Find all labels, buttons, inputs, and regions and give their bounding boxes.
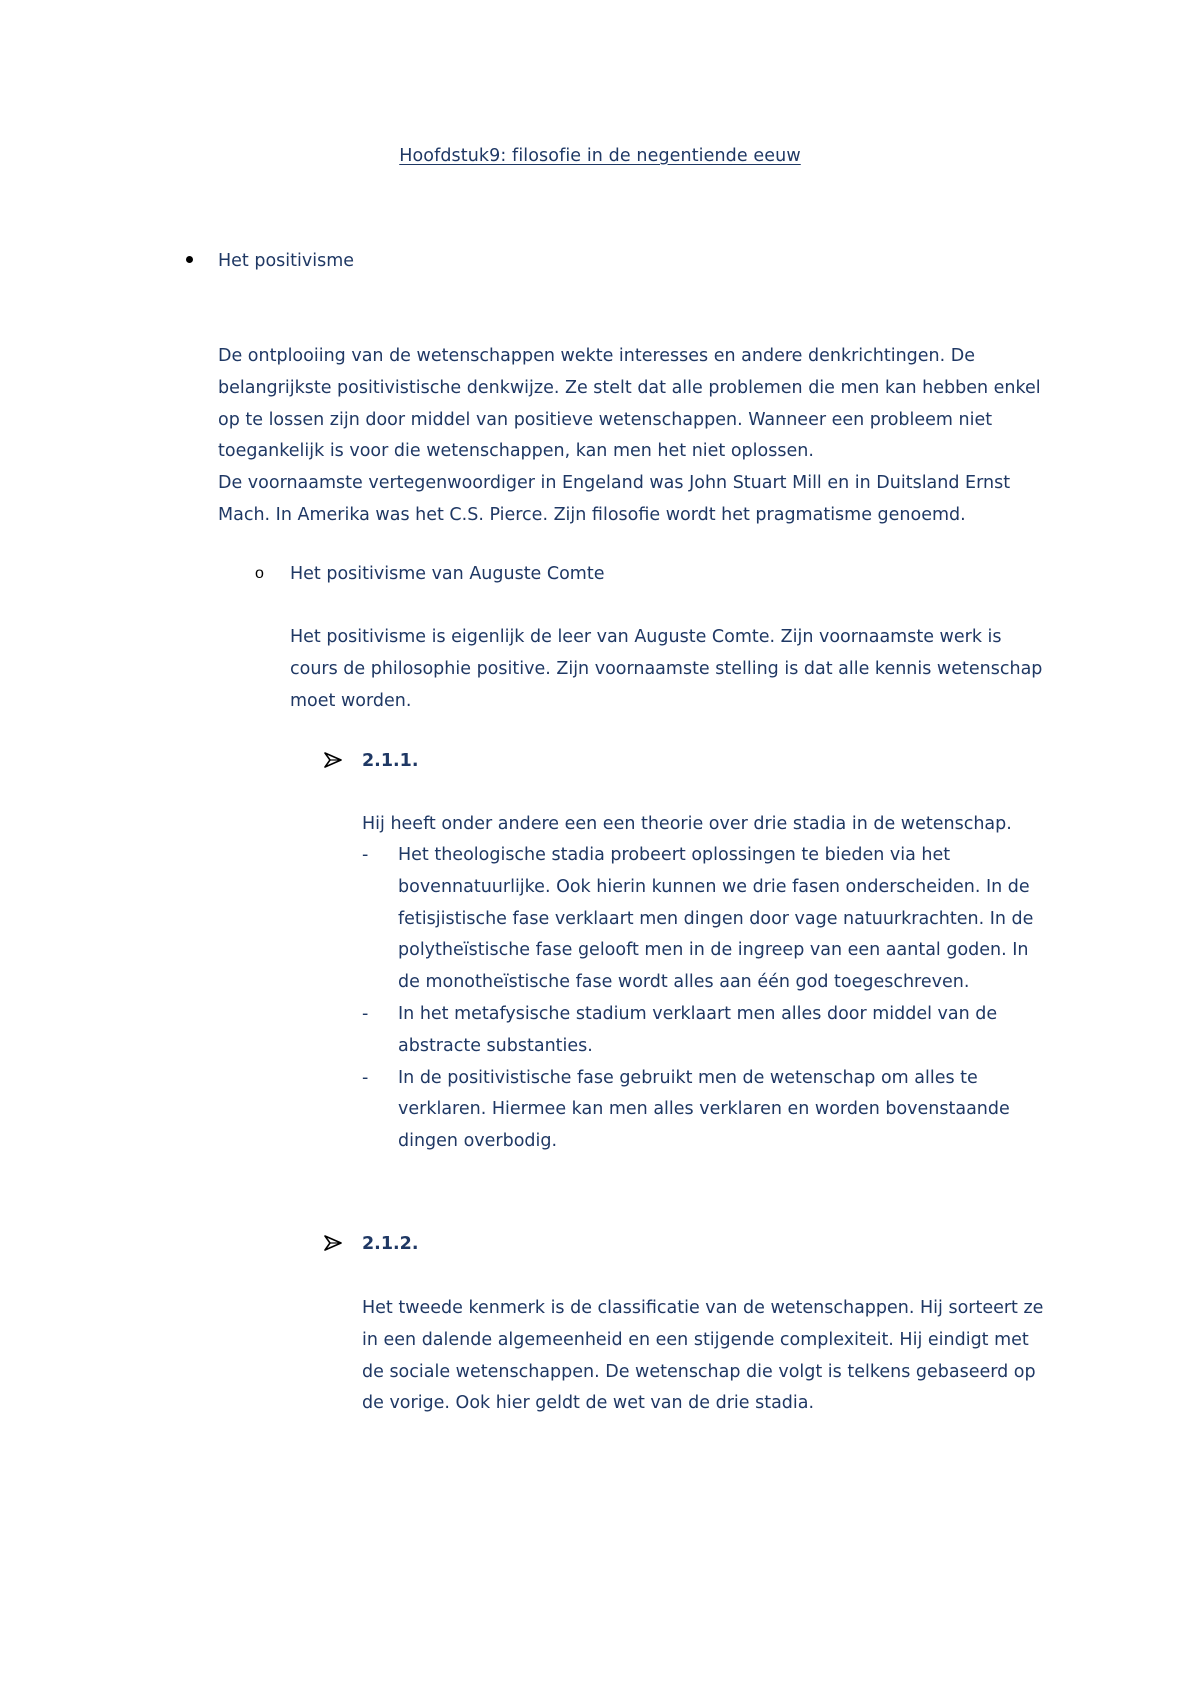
list-item-text: [398, 1063, 1033, 1158]
paragraph-line: de vorige. Ook hier geldt de wet van de drie stadia.: [362, 1393, 815, 1414]
section-heading-positivisme: Het positivisme: [218, 251, 355, 271]
list-line: polytheïstische fase gelooft men in de ingreep van een aantal goden. In: [398, 940, 1029, 961]
list-line: abstracte substanties.: [398, 1035, 593, 1056]
arrowhead-bullet-icon: [324, 752, 342, 768]
subsection-heading-2-1-1: 2.1.1.: [362, 751, 419, 771]
subsection-intro: Hij heeft onder andere een een theorie over drie stadia in de wetenschap.: [362, 814, 1012, 834]
paragraph-line: toegankelijk is voor die wetenschappen, kan men het niet oplossen.: [218, 441, 814, 462]
list-item-text: [398, 999, 1033, 1063]
list-item: [362, 999, 997, 1063]
page-title: Hoofdstuk9: filosofie in de negentiende eeuw: [399, 146, 801, 166]
list-line: bovennatuurlijke. Ook hierin kunnen we drie fasen onderscheiden. In de: [398, 876, 1030, 897]
list-line: dingen overbodig.: [398, 1131, 558, 1152]
list-item-text: [398, 840, 1033, 999]
paragraph-line: Het tweede kenmerk is de classificatie van de wetenschappen. Hij sorteert ze: [362, 1298, 1044, 1318]
paragraph-line: op te lossen zijn door middel van positieve wetenschappen. Wanneer een probleem niet: [218, 409, 993, 430]
filled-circle-bullet-icon: [186, 256, 193, 263]
list-item: [362, 1063, 1010, 1158]
paragraph-line: De ontplooiing van de wetenschappen wekte interesses en andere denkrichtingen. De: [218, 346, 976, 366]
list-line: In het metafysische stadium verklaart men alles door middel van de: [398, 1003, 998, 1024]
dash-list: [362, 840, 1034, 1158]
letter-o-bullet-icon: o: [255, 565, 264, 582]
list-item: [362, 840, 1034, 999]
paragraph-line: Het positivisme is eigenlijk de leer van Auguste Comte. Zijn voornaamste werk is: [290, 627, 1002, 647]
list-line: fetisjistische fase verklaart men dingen door vage natuurkrachten. In de: [398, 908, 1034, 929]
list-line: In de positivistische fase gebruikt men de wetenschap om alles te: [398, 1067, 978, 1088]
arrowhead-bullet-icon: [324, 1235, 342, 1251]
section-heading-comte: Het positivisme van Auguste Comte: [290, 564, 605, 584]
paragraph-line: cours de philosophie positive. Zijn voornaamste stelling is dat alle kennis wetenschap: [290, 658, 1043, 679]
section2-paragraph: [290, 622, 1042, 717]
subsection-2-1-2-paragraph: [362, 1293, 1043, 1420]
dash-marker: -: [362, 1003, 369, 1024]
list-line: de monotheïstische fase wordt alles aan één god toegeschreven.: [398, 972, 970, 993]
paragraph-line: de sociale wetenschappen. De wetenschap die volgt is telkens gebaseerd op: [362, 1361, 1036, 1382]
paragraph-line: moet worden.: [290, 690, 412, 711]
dash-marker: -: [362, 1067, 369, 1088]
dash-marker: -: [362, 845, 369, 865]
paragraph-line: in een dalende algemeenheid en een stijgende complexiteit. Hij eindigt met: [362, 1329, 1029, 1350]
list-line: Het theologische stadia probeert oplossingen te bieden via het: [398, 845, 951, 865]
paragraph-line: belangrijkste positivistische denkwijze. Ze stelt dat alle problemen die men kan hebben enkel: [218, 377, 1041, 398]
paragraph-line: De voornaamste vertegenwoordiger in Engeland was John Stuart Mill en in Duitsland Ernst: [218, 473, 1011, 494]
list-line: verklaren. Hiermee kan men alles verklaren en worden bovenstaande: [398, 1099, 1010, 1120]
section1-paragraph: [218, 341, 1041, 532]
subsection-heading-2-1-2: 2.1.2.: [362, 1234, 419, 1254]
paragraph-line: Mach. In Amerika was het C.S. Pierce. Zijn filosofie wordt het pragmatisme genoemd.: [218, 504, 966, 525]
